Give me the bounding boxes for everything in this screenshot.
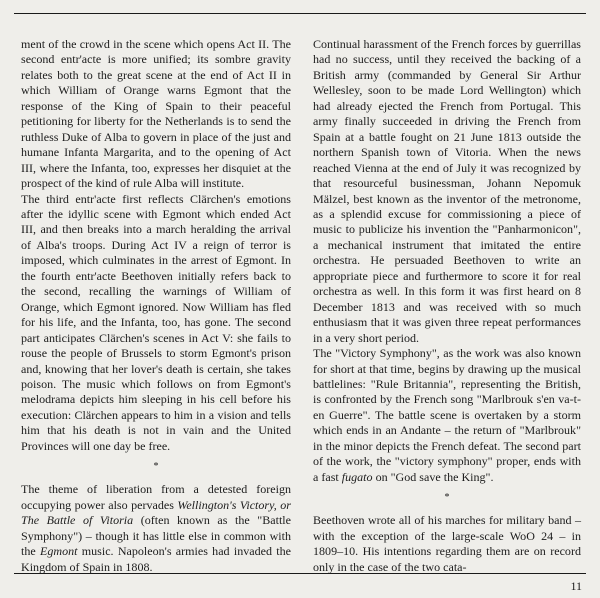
text-run: music. Napoleon's armies had invaded the Kingdom of Spain in 1808. xyxy=(21,544,291,574)
page-number: 11 xyxy=(570,579,582,593)
left-column xyxy=(21,37,291,575)
right-paragraph-1: Continual harassment of the French forces by guerrillas had no success, until they received the backing of a British army (commanded by General Sir Arthur Wellesley, soon to be made Lord Wellington) which had already ejected the French from Portugal. This army finally succeeded in driving the French from Spain at a battle fought on 21 June 1813 outside the northern Spanish town of Vitoria. When the news reached Vienna at the end of July it was recognized by that resourceful businessman, Johann Nepomuk Mälzel, best known as the inventor of the metronome, as a splendid excuse for commissioning a piece of music to publicize his invention the "Panharmonicon", a mechanical instrument that imitated the entire orchestra. He persuaded Beethoven to write an appropriate piece and furthermore to score it for real orchestra as well. In this form it was first heard on 8 December 1813 and was received with so much enthusiasm that it was given three repeat performances in a very short period. xyxy=(313,37,581,345)
work-title: Wellington's Victory, or The Battle of Vitoria xyxy=(21,497,291,528)
text-run: (often known as the "Battle Symphony") – though it has little else in common with the xyxy=(21,513,291,559)
text-run: The "Victory Symphony", as the work was also known for short at that time, begins by drawing up the musical battlelines: "Rule Britannia", representing the British, is confronted by the French song "Marlbrouk s'en va-t-en Guerre". The battle scene is overtaken by a storm which ends in an Andante – the return of "Marlbrouk" in the minor depicts the French defeat. The second part of the work, the "victory symphony" proper, ends with a fast xyxy=(313,346,581,484)
top-rule xyxy=(14,13,586,14)
right-paragraph-2 xyxy=(313,346,581,485)
musical-term: fugato xyxy=(341,469,373,484)
text-run: on "God save the King". xyxy=(372,469,494,484)
left-paragraph-1: ment of the crowd in the scene which opens Act II. The second entr'acte is more unified; its sombre gravity relates both to the great scene at the end of Act II in which William of Orange warns Egmont that the response of the King of Spain to their peaceful petitioning for liberty for the Netherlands is to send the ruthless Duke of Alba to govern in place of the just and humane Infanta Margarita, and to the opening of Act III, where the Infanta, too, expresses her disquiet at the prospect of the kind of rule Alba will institute. xyxy=(21,37,291,191)
section-separator: * xyxy=(153,461,159,473)
right-paragraph-3: Beethoven wrote all of his marches for military band – with the exception of the large-scale WoO 24 – in 1809–10. His intentions regarding them are on record only in the case of the two cata- xyxy=(313,513,581,574)
left-paragraph-2: The third entr'acte first reflects Clärchen's emotions after the idyllic scene with Egmont which ended Act III, and then breaks into a march heralding the arrival of Alba's troops. During Act IV a reign of terror is imposed, which culminates in the arrest of Egmont. In the fourth entr'acte Beethoven initially refers back to the second, recalling the warnings of William of Orange, which Egmont ignored. Now William has fled for his life, and the Infanta, too, has gone. The second part anticipates Clärchen's scenes in Act V: she fails to rouse the people of Brussels to storm Egmont's prison and, knowing that her lover's death is certain, she takes poison. The music which follows on from Egmont's melodrama depicts him sleeping in his cell before his execution: Clärchen appears to him in a vision and tells him that his death is not in vain and the United Provinces will one day be free. xyxy=(21,191,291,453)
section-separator: * xyxy=(444,492,450,504)
bottom-rule xyxy=(14,573,586,574)
right-column xyxy=(313,37,581,575)
text-run: The theme of liberation from a detested foreign occupying power also pervades xyxy=(21,482,291,512)
work-title-egmont: Egmont xyxy=(40,544,78,559)
left-paragraph-3 xyxy=(21,482,291,575)
